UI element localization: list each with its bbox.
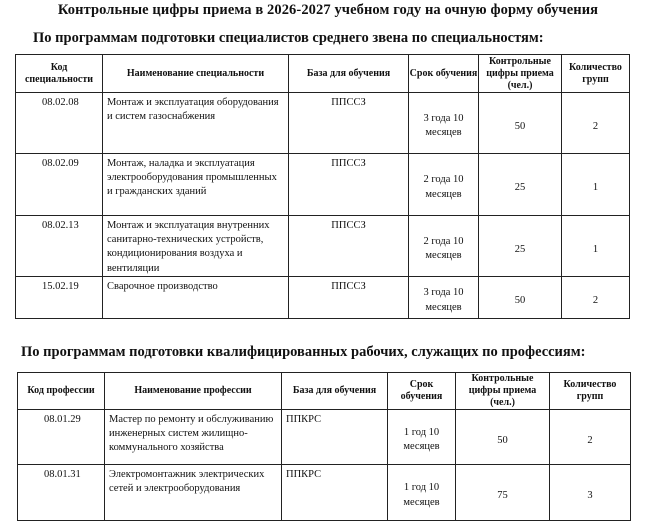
cell-quota: 50 <box>479 277 562 319</box>
cell-base: ППССЗ <box>289 216 409 277</box>
cell-code: 15.02.19 <box>16 277 103 319</box>
table-row <box>18 465 631 521</box>
professions-table <box>17 372 631 521</box>
cell-name: Электромонтажник электрических сетей и электрооборудования <box>105 465 282 521</box>
header-groups: Количество групп <box>550 373 631 410</box>
cell-groups: 3 <box>550 465 631 521</box>
table-row <box>16 216 630 277</box>
cell-duration: 1 год 10 месяцев <box>388 410 456 465</box>
header-duration: Срок обучения <box>388 373 456 410</box>
header-quota: Контрольные цифры приема (чел.) <box>479 55 562 93</box>
cell-code: 08.02.09 <box>16 154 103 216</box>
specialties-table <box>15 54 630 319</box>
header-code: Код специальности <box>16 55 103 93</box>
cell-base: ППССЗ <box>289 93 409 154</box>
table-header-row <box>16 55 630 93</box>
cell-code: 08.02.08 <box>16 93 103 154</box>
table-row <box>16 277 630 319</box>
header-name: Наименование специальности <box>103 55 289 93</box>
cell-duration: 2 года 10 месяцев <box>409 216 479 277</box>
section-heading-workers: По программам подготовки квалифицированных рабочих, служащих по профессиям: <box>21 344 586 360</box>
header-base: База для обучения <box>282 373 388 410</box>
cell-base: ППССЗ <box>289 154 409 216</box>
section-heading-specialists: По программам подготовки специалистов среднего звена по специальностям: <box>33 30 544 46</box>
cell-groups: 1 <box>562 216 630 277</box>
table-row <box>16 93 630 154</box>
cell-name: Сварочное производство <box>103 277 289 319</box>
cell-quota: 25 <box>479 154 562 216</box>
cell-duration: 3 года 10 месяцев <box>409 277 479 319</box>
cell-code: 08.02.13 <box>16 216 103 277</box>
cell-name: Монтаж и эксплуатация оборудования и систем газоснабжения <box>103 93 289 154</box>
cell-groups: 1 <box>562 154 630 216</box>
cell-name: Мастер по ремонту и обслуживанию инженерных систем жилищно-коммунального хозяйства <box>105 410 282 465</box>
cell-quota: 50 <box>479 93 562 154</box>
table-header-row <box>18 373 631 410</box>
cell-base: ППКРС <box>282 465 388 521</box>
cell-code: 08.01.29 <box>18 410 105 465</box>
cell-name: Монтаж и эксплуатация внутренних санитарно-технических устройств, кондиционирования воздуха и вентиляции <box>103 216 289 277</box>
cell-quota: 50 <box>456 410 550 465</box>
cell-quota: 25 <box>479 216 562 277</box>
table-row <box>16 154 630 216</box>
header-name: Наименование профессии <box>105 373 282 410</box>
cell-groups: 2 <box>562 93 630 154</box>
document-title: Контрольные цифры приема в 2026-2027 учебном году на очную форму обучения <box>57 2 599 18</box>
cell-groups: 2 <box>562 277 630 319</box>
cell-duration: 1 год 10 месяцев <box>388 465 456 521</box>
header-base: База для обучения <box>289 55 409 93</box>
cell-base: ППКРС <box>282 410 388 465</box>
header-code: Код профессии <box>18 373 105 410</box>
cell-duration: 3 года 10 месяцев <box>409 93 479 154</box>
cell-base: ППССЗ <box>289 277 409 319</box>
table-row <box>18 410 631 465</box>
cell-quota: 75 <box>456 465 550 521</box>
cell-code: 08.01.31 <box>18 465 105 521</box>
header-groups: Количество групп <box>562 55 630 93</box>
cell-name: Монтаж, наладка и эксплуатация электрооборудования промышленных и гражданских зданий <box>103 154 289 216</box>
cell-groups: 2 <box>550 410 631 465</box>
header-duration: Срок обучения <box>409 55 479 93</box>
cell-duration: 2 года 10 месяцев <box>409 154 479 216</box>
header-quota: Контрольные цифры приема (чел.) <box>456 373 550 410</box>
